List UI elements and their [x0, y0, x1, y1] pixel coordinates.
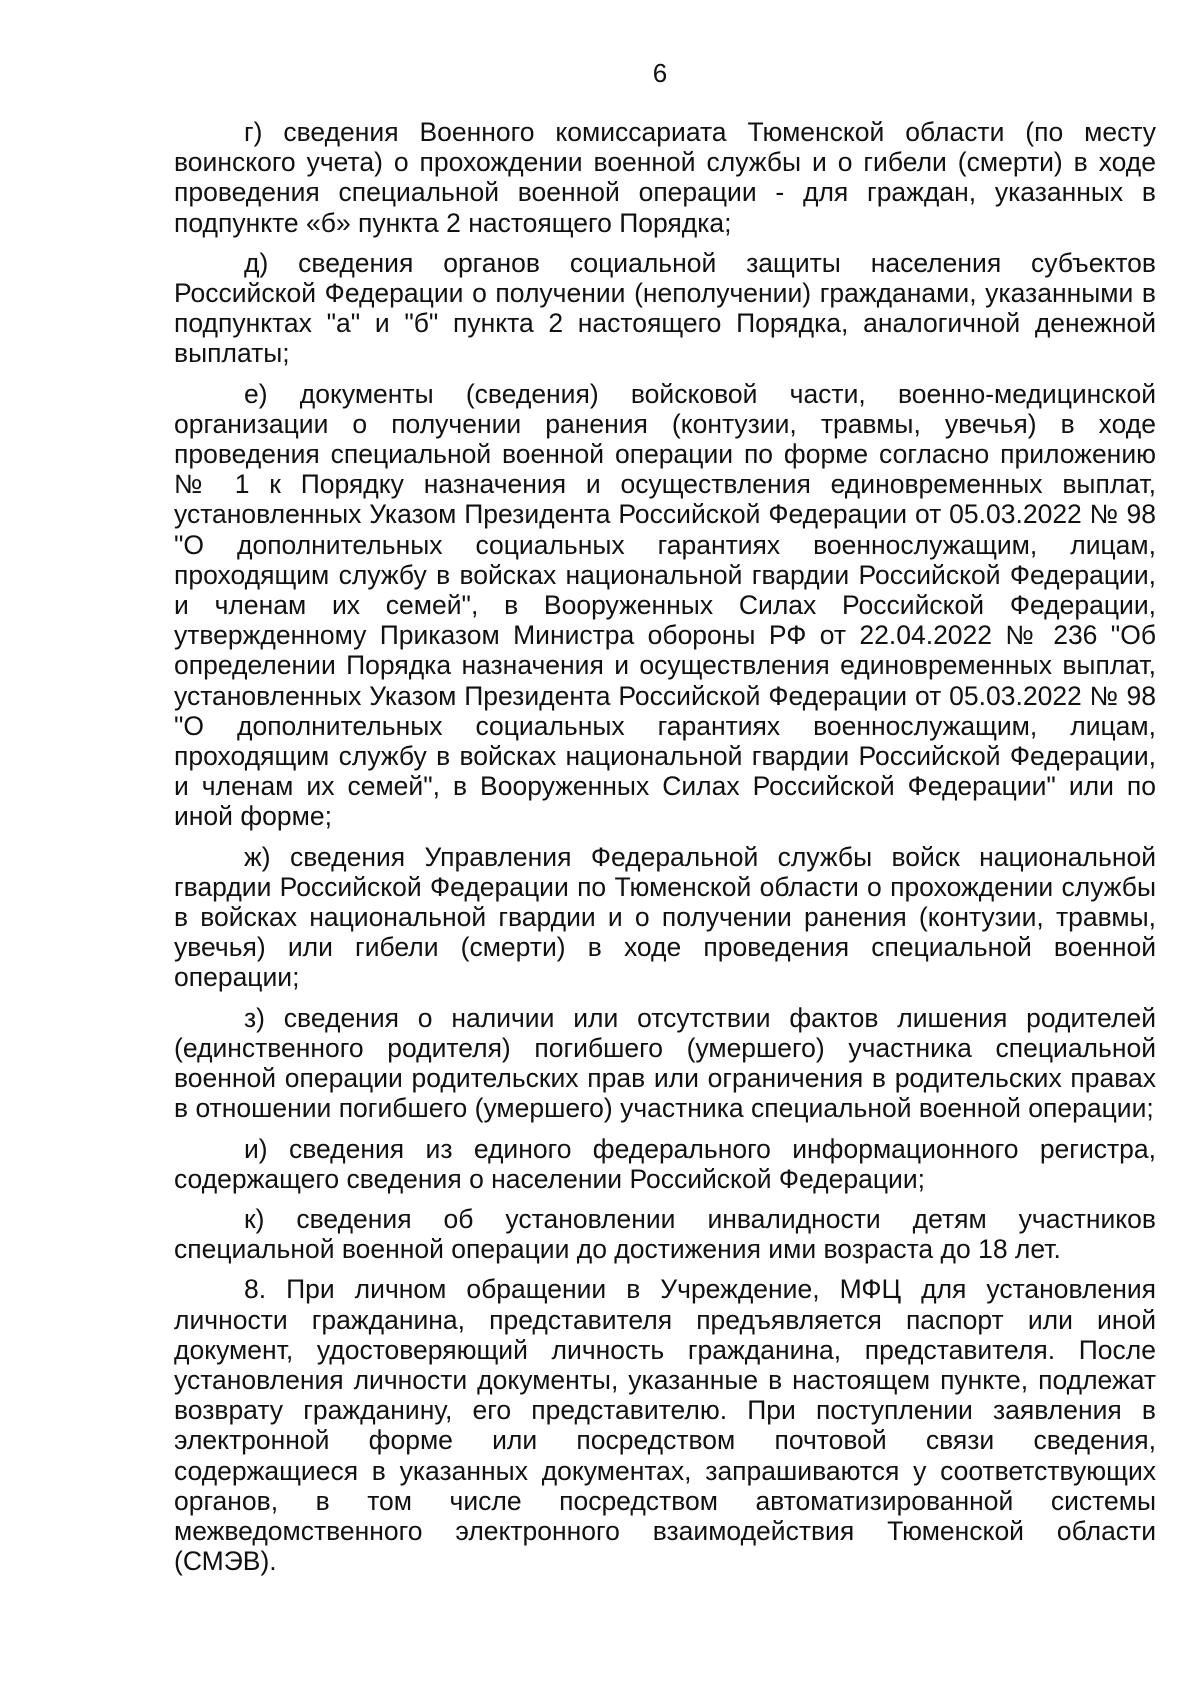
paragraph-k-disability: к) сведения об установлении инвалидности детям участников специальной военной операции до достижения ими возраста до 18 лет. — [174, 1203, 1156, 1265]
document-body — [174, 117, 1156, 1586]
paragraph-d-social-protection: д) сведения органов социальной защиты населения субъектов Российской Федерации о получении (неполучении) гражданами, указанными в подпунктах "а" и "б" пункта 2 настоящего Порядка, аналогичной денежной выплаты; — [174, 247, 1156, 369]
paragraph-z-parental-rights: з) сведения о наличии или отсутствии фактов лишения родителей (единственного родителя) погибшего (умершего) участника специальной военной операции родительских прав или ограничения в родительских правах в отношении погибшего (умершего) участника специальной военной операции; — [174, 1002, 1156, 1124]
paragraph-zh-national-guard: ж) сведения Управления Федеральной службы войск национальной гвардии Российской Федерации по Тюменской области о прохождении службы в войсках национальной гвардии и о получении ранения (контузии, травмы, увечья) или гибели (смерти) в ходе проведения специальной военной операции; — [174, 841, 1156, 993]
page-number: 6 — [652, 58, 668, 88]
paragraph-e-military-unit-documents: е) документы (сведения) войсковой части, военно-медицинской организации о получении ранения (контузии, травмы, увечья) в ходе проведения специальной военной операции по форме согласно приложению № 1 к Порядку назначения и осуществления единовременных выплат, установленных Указом Президента Российской Федерации от 05.03.2022 № 98 "О дополнительных социальных гарантиях военнослужащим, лицам, проходящим службу в войсках национальной гвардии Российской Федерации, и членам их семей", в Вооруженных Силах Российской Федерации, утвержденному Приказом Министра обороны РФ от 22.04.2022 № 236 "Об определении Порядка назначения и осуществления единовременных выплат, установленных Указом Президента Российской Федерации от 05.03.2022 № 98 "О дополнительных социальных гарантиях военнослужащим, лицам, проходящим службу в войсках национальной гвардии Российской Федерации, и членам их семей", в Вооруженных Силах Российской Федерации" или по иной форме; — [174, 378, 1156, 832]
paragraph-g-military-commissariat: г) сведения Военного комиссариата Тюменской области (по месту воинского учета) о прохождении военной службы и о гибели (смерти) в ходе проведения специальной военной операции - для граждан, указанных в подпункте «б» пункта 2 настоящего Порядка; — [174, 117, 1156, 238]
paragraph-8-identity-verification: 8. При личном обращении в Учреждение, МФЦ для установления личности гражданина, представителя предъявляется паспорт или иной документ, удостоверяющий личность гражданина, представителя. После установления личности документы, указанные в настоящем пункте, подлежат возврату гражданину, его представителю. При поступлении заявления в электронной форме или посредством почтовой связи сведения, содержащиеся в указанных документах, запрашиваются у соответствующих органов, в том числе посредством автоматизированной системы межведомственного электронного взаимодействия Тюменской области (СМЭВ). — [174, 1274, 1156, 1577]
paragraph-i-federal-register: и) сведения из единого федерального информационного регистра, содержащего сведения о населении Российской Федерации; — [174, 1133, 1156, 1194]
